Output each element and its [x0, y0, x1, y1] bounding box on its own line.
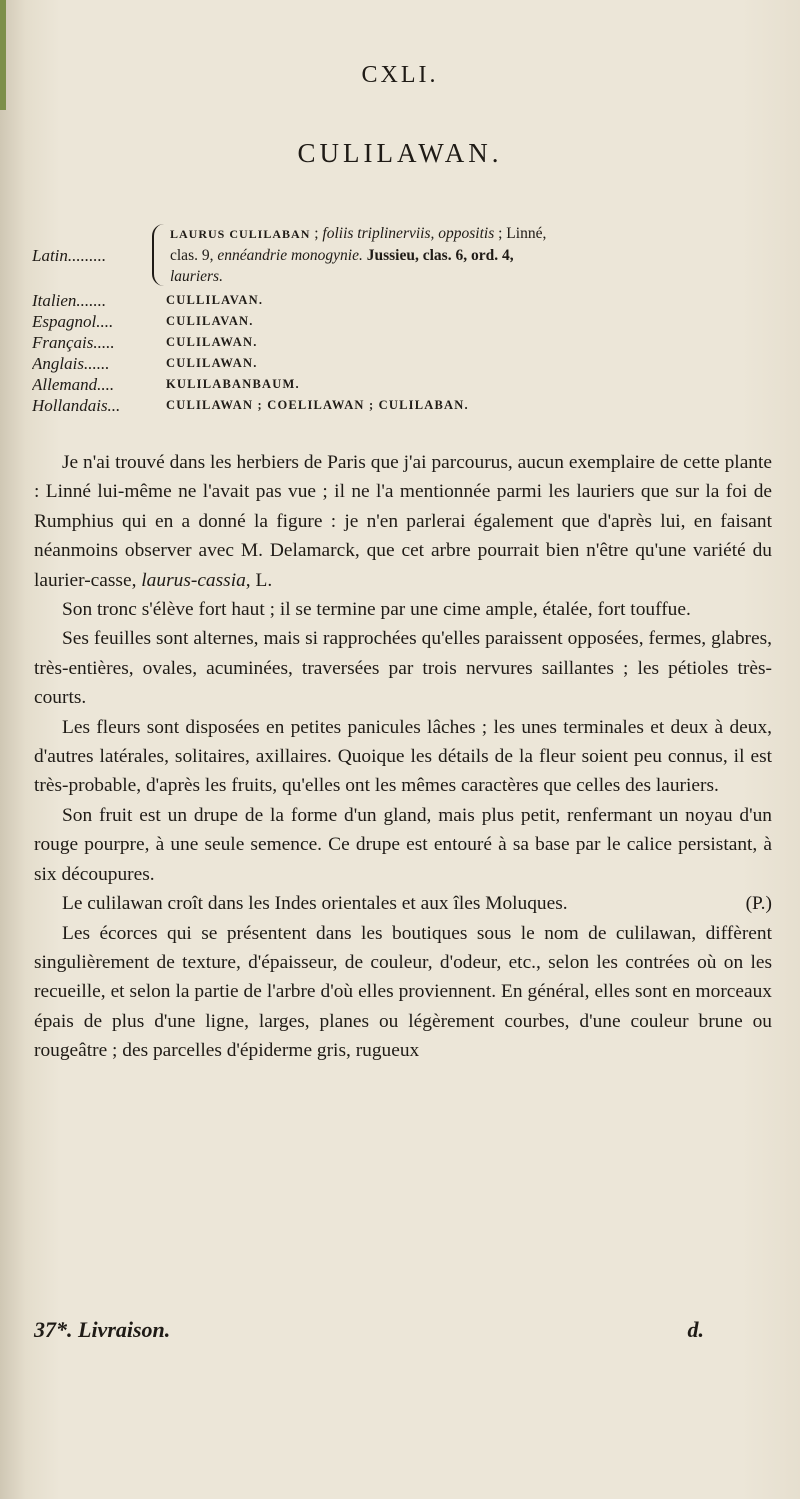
paragraph	[34, 448, 772, 595]
paragraph: Son fruit est un drupe de la forme d'un gland, mais plus petit, renfermant un noyau d'un rouge pourpre, à une seule semence. Ce drupe est entouré à sa base par le calice persistant, à six découpures.	[34, 804, 772, 885]
paragraph-italic: laurus-cassia	[141, 569, 246, 591]
lang-label: Français.....	[32, 333, 115, 352]
lang-label: Italien.......	[32, 291, 107, 310]
synonym-value: CULILAWAN.	[166, 335, 258, 349]
latin-line-3	[170, 266, 546, 287]
author-initial: (P.)	[745, 893, 772, 915]
lang-label: Anglais......	[32, 354, 110, 373]
latin-order: ennéandrie monogynie.	[217, 247, 363, 264]
lang-label: Espagnol....	[32, 312, 114, 331]
synonym-row	[32, 374, 782, 395]
page-footer	[34, 1317, 754, 1343]
synonym-row	[32, 311, 782, 332]
latin-phrase: foliis triplinerviis, oppositis	[322, 225, 495, 242]
synonym-value: CULILAVAN.	[166, 314, 254, 328]
latin-jussieu: Jussieu, clas. 6, ord. 4,	[366, 247, 514, 264]
latin-family: lauriers.	[170, 268, 223, 285]
body-text	[34, 448, 772, 1066]
lang-label-latin: Latin.........	[32, 245, 107, 265]
latin-genus: LAURUS CULILABAN	[170, 227, 311, 241]
lang-label: Allemand....	[32, 375, 115, 394]
plate-title: CULILAWAN.	[297, 138, 503, 168]
synonym-row	[32, 353, 782, 374]
latin-description	[170, 223, 546, 287]
latin-line-1: LAURUS CULILABAN ; foliis triplinerviis, oppositis ; Linné,	[170, 225, 547, 242]
paragraph	[34, 889, 772, 918]
signature-letter: d.	[687, 1317, 704, 1342]
latin-synonym	[32, 222, 782, 288]
paragraph: Les écorces qui se présentent dans les boutiques sous le nom de culilawan, diffèrent singulièrement de texture, d'épaisseur, de couleur, d'odeur, etc., selon les contrées où on les recueille, et selon la partie de l'arbre d'où elles proviennent. En général, elles sont en morceaux épais de plus d'une ligne, larges, planes ou légèrement courbes, d'une couleur brune ou rougeâtre ; des parcelles d'épiderme gris, rugueux	[34, 922, 772, 1062]
latin-clas: clas. 9,	[170, 247, 214, 264]
paragraph: Ses feuilles sont alternes, mais si rapprochées qu'elles paraissent opposées, fermes, glabres, très-entières, ovales, acuminées, traversées par trois nervures saillantes ; les pétioles très-courts.	[34, 628, 772, 709]
latin-line-2	[170, 245, 546, 266]
lang-label: Hollandais...	[32, 396, 121, 415]
synonym-value: CULILAWAN.	[166, 356, 258, 370]
paragraph-text: Je n'ai trouvé dans les herbiers de Paris que j'ai parcourus, aucun exemplaire de cette plante : Linné lui-même ne l'avait pas vue ; il ne l'a mentionnée parmi les lauriers que sur la foi de Rumphius qui en a donné la figure : je n'en parlerai également que d'après lui, en faisant néanmoins observer avec M. Delamarck, que cet arbre pourrait bien n'être qu'une variété du laurier-casse,	[34, 452, 772, 591]
latin-author: Linné,	[506, 225, 547, 242]
paragraph-text-end: , L.	[245, 569, 273, 591]
binding-edge	[0, 0, 6, 110]
synonym-value: CULILAWAN ; COELILAWAN ; CULILABAN.	[166, 398, 469, 412]
brace	[152, 224, 168, 286]
synonym-value: CULLILAVAN.	[166, 293, 264, 307]
synonym-value: KULILABANBAUM.	[166, 377, 300, 391]
paragraph: Les fleurs sont disposées en petites panicules lâches ; les unes terminales et deux à deux, d'autres latérales, solitaires, axillaires. Quoique les détails de la fleur soient peu connus, il est très-probable, d'après les fruits, qu'elles ont les mêmes caractères que celles des lauriers.	[34, 716, 772, 797]
synonym-row	[32, 332, 782, 353]
synonym-row	[32, 395, 782, 416]
synonym-row	[32, 290, 782, 311]
signature-mark: 37*. Livraison.	[34, 1317, 171, 1342]
plate-number: CXLI.	[361, 62, 439, 88]
paragraph: Son tronc s'élève fort haut ; il se termine par une cime ample, étalée, fort touffue.	[62, 599, 691, 621]
paragraph-text: Le culilawan croît dans les Indes orientales et aux îles Moluques.	[62, 893, 568, 915]
synonyms-table	[32, 222, 782, 416]
